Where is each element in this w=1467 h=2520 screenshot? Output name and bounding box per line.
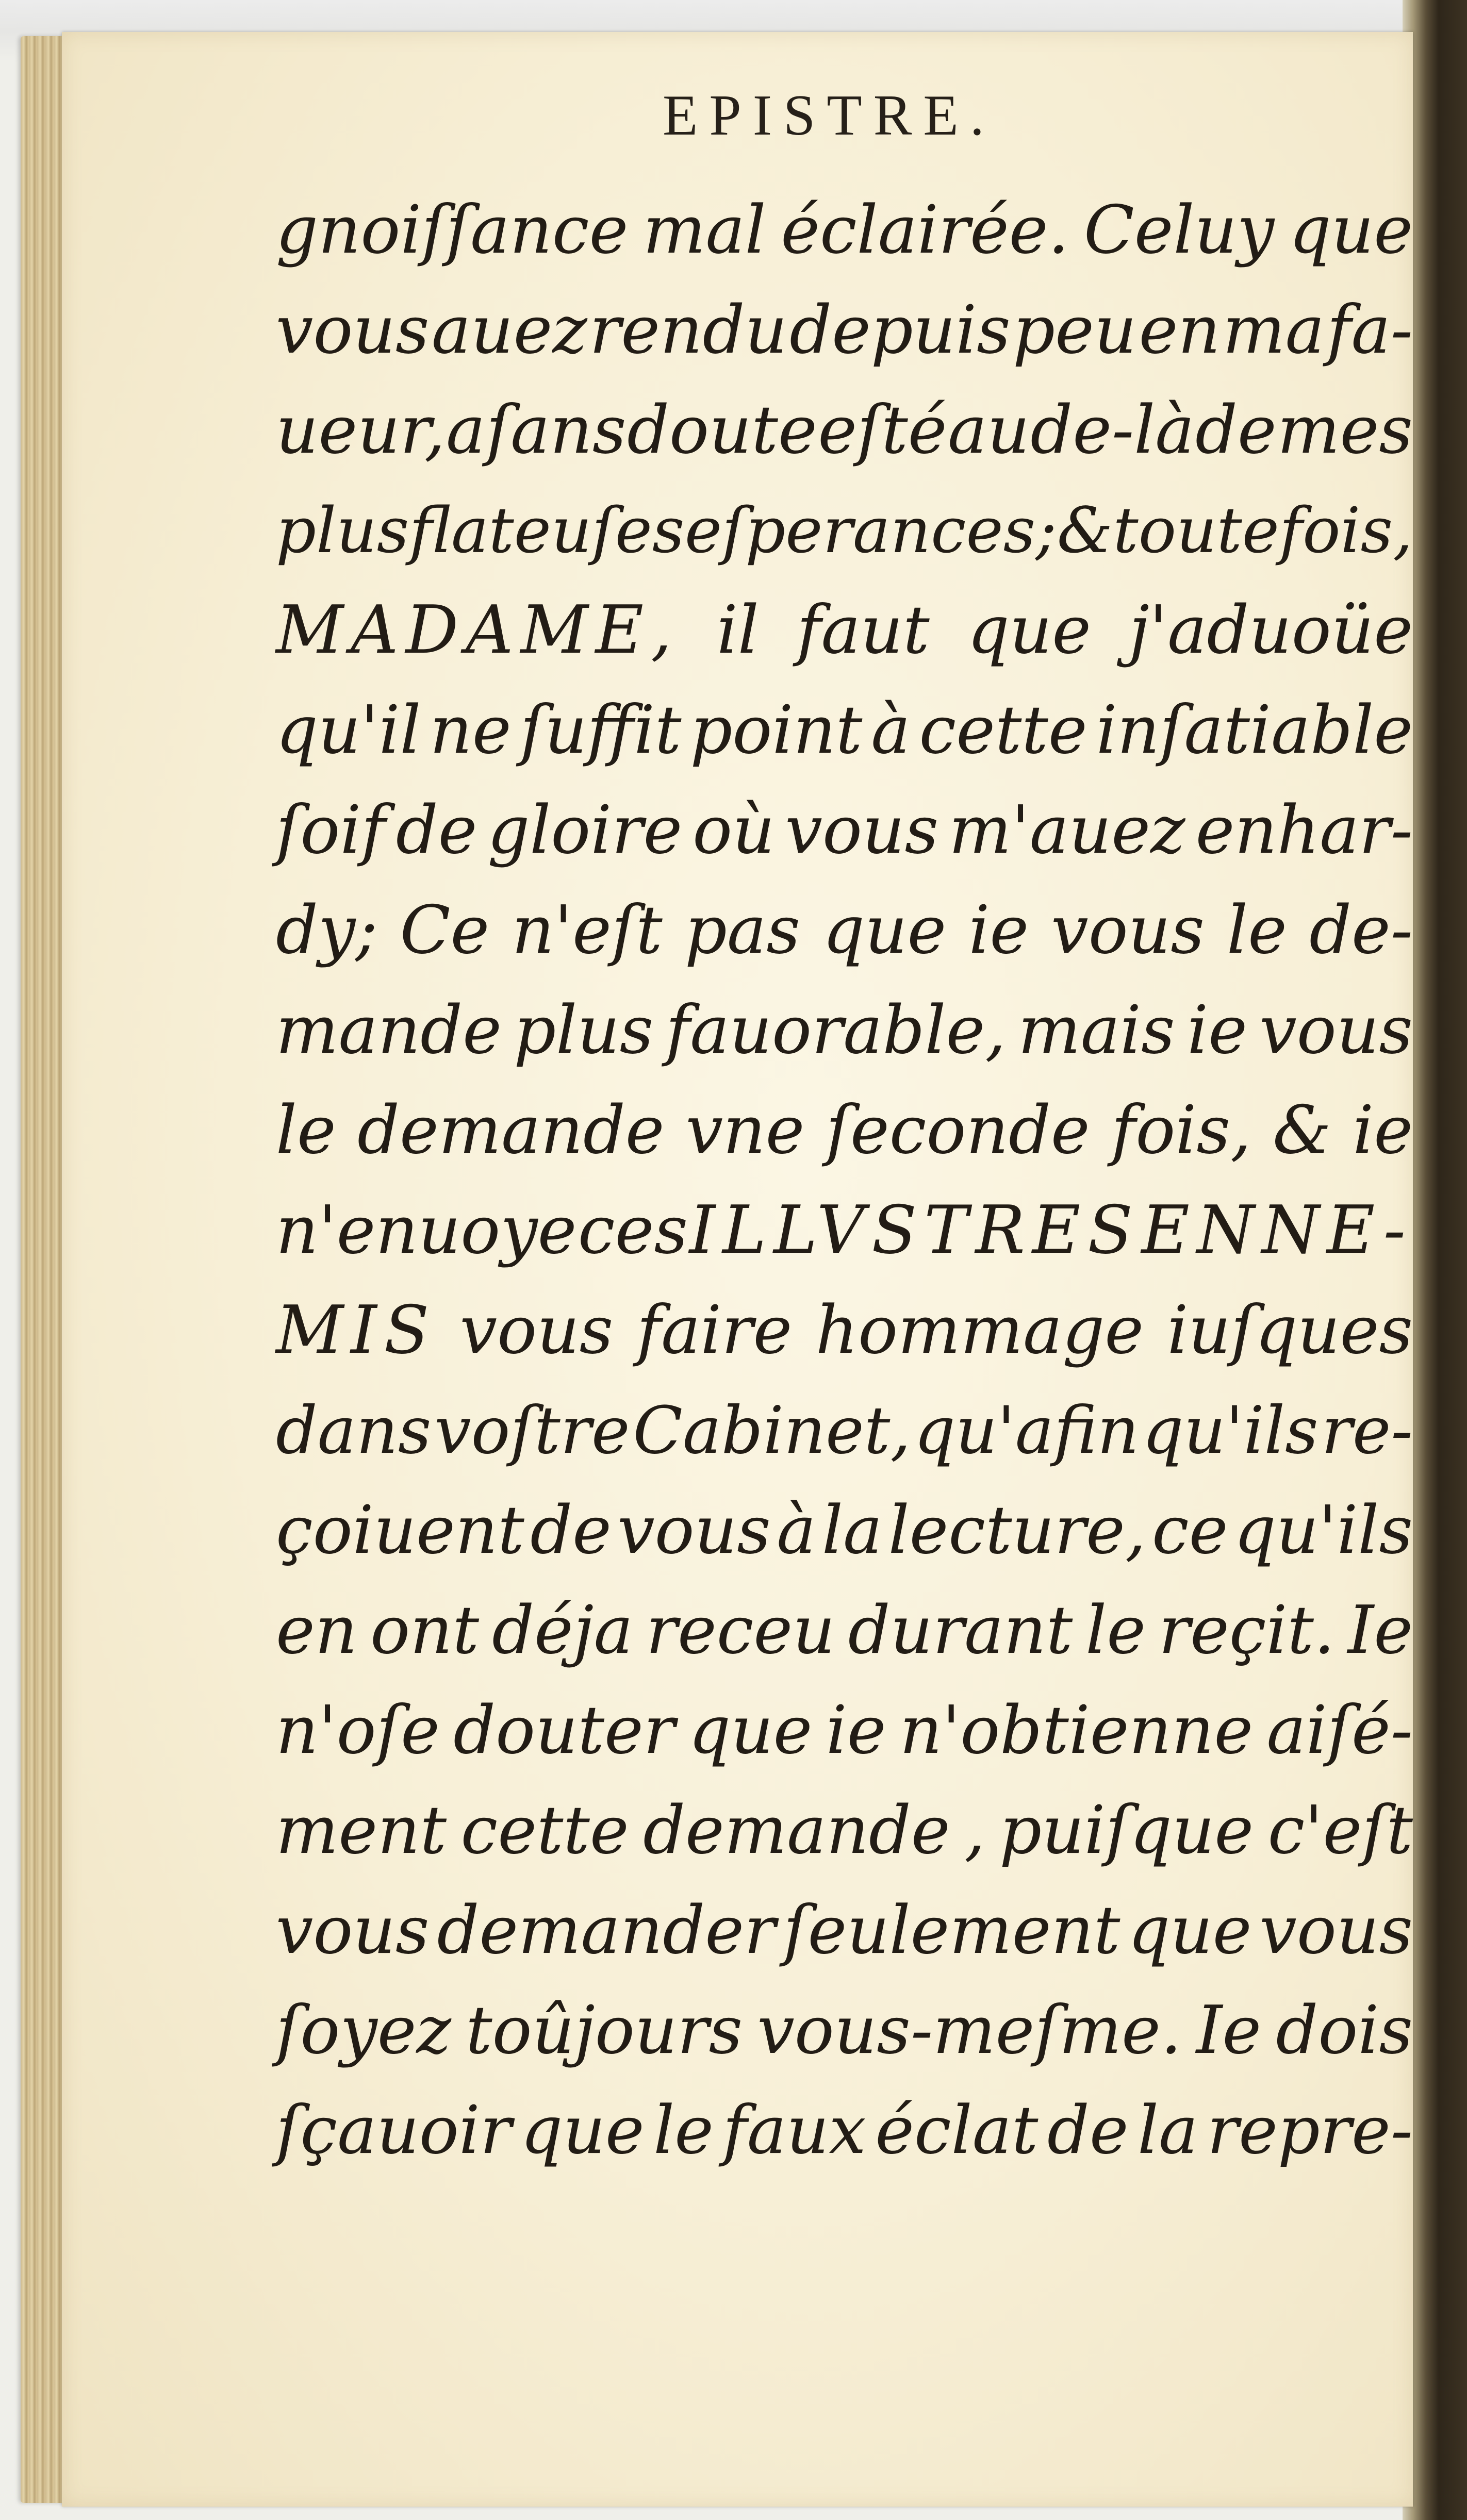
word: vous-meſme. <box>757 1992 1182 2069</box>
word: Celuy <box>1083 192 1275 269</box>
word: douter <box>453 1692 675 1769</box>
word: j'aduoüe <box>1129 592 1413 669</box>
word: c'eſt <box>1267 1792 1413 1869</box>
word: mal <box>642 192 766 269</box>
word: ces <box>578 1192 688 1269</box>
word: que <box>688 1692 813 1769</box>
word: n'obtienne <box>899 1692 1254 1769</box>
word: faire <box>636 1292 793 1369</box>
word: cette <box>460 1792 629 1869</box>
word: la <box>1138 2092 1198 2169</box>
word: de- <box>1309 892 1413 969</box>
word: ſoyez <box>276 1992 451 2069</box>
word: qu'ils <box>1233 1492 1413 1569</box>
word: Ie <box>1196 1992 1262 2069</box>
word: à <box>871 692 911 769</box>
word: ſeconde <box>826 1092 1090 1169</box>
word: ſoif <box>276 792 386 869</box>
word: iuſques <box>1167 1292 1413 1369</box>
word: voſtre <box>434 1392 630 1468</box>
text-line <box>276 280 1413 380</box>
word: qu'afin <box>914 1392 1140 1468</box>
word: Ie <box>1347 1592 1413 1669</box>
word: repre- <box>1207 2092 1413 2169</box>
text-line <box>276 1281 1413 1381</box>
word: n'enuoye <box>276 1192 577 1269</box>
word: ſeulement <box>783 1892 1120 1969</box>
word: pas <box>684 892 800 969</box>
word: flateuſes <box>409 494 685 567</box>
word: de <box>395 792 477 869</box>
word: demande <box>643 1792 950 1869</box>
word: point <box>690 692 863 769</box>
word: gloire <box>487 792 683 869</box>
word: doute <box>627 392 817 469</box>
word: vous <box>1259 1892 1413 1969</box>
word: fa- <box>1327 292 1413 369</box>
text-line <box>276 981 1413 1081</box>
word: de <box>1047 2092 1129 2169</box>
word: faux <box>722 2092 866 2169</box>
word: reçit. <box>1158 1592 1335 1669</box>
word: fauorable, <box>665 992 1006 1069</box>
word: vous <box>276 292 430 369</box>
word: Cabinet, <box>633 1392 911 1468</box>
word: auez <box>431 292 587 369</box>
word: que <box>822 892 947 969</box>
word: vne <box>685 1092 805 1169</box>
word: déja <box>492 1592 633 1669</box>
word: inſatiable <box>1096 692 1413 769</box>
word: plus <box>276 494 409 567</box>
text-line <box>276 881 1413 981</box>
text-line <box>276 2081 1413 2181</box>
word: puiſque <box>999 1792 1254 1869</box>
text-line <box>276 1381 1413 1481</box>
word: , <box>964 1792 985 1869</box>
word: enhar- <box>1195 792 1413 869</box>
text-line <box>276 1981 1413 2081</box>
word: la <box>822 1492 883 1569</box>
word: lecture, <box>888 1492 1146 1569</box>
word: ma <box>1223 292 1325 369</box>
word: a <box>446 392 486 469</box>
word: vous <box>459 1292 614 1369</box>
word: en <box>276 1592 358 1669</box>
text-line <box>276 1081 1413 1181</box>
word: le <box>1227 892 1287 969</box>
text-line <box>276 681 1413 781</box>
text-line <box>276 1681 1413 1781</box>
word: où <box>693 792 775 869</box>
word: re- <box>1321 1392 1413 1468</box>
word: ſuffit <box>520 692 682 769</box>
word: éclat <box>875 2092 1039 2169</box>
word: mes <box>1277 392 1413 469</box>
word: ie <box>968 892 1029 969</box>
word: & <box>1057 494 1113 567</box>
word: faut <box>797 592 930 669</box>
text-line <box>276 380 1413 480</box>
text-line <box>276 1581 1413 1681</box>
word: toutefois, <box>1113 494 1413 567</box>
word: gnoiſſance <box>276 192 629 269</box>
word: demande <box>357 1092 665 1169</box>
word: le <box>653 2092 714 2169</box>
text-line <box>276 480 1413 581</box>
word: cette <box>919 692 1087 769</box>
word: MIS <box>276 1292 437 1369</box>
word: qu'ils <box>1142 1392 1318 1468</box>
word: dois <box>1276 1992 1413 2069</box>
word: ie <box>1187 992 1247 1069</box>
body-text <box>276 180 1413 2181</box>
word: & <box>1273 1092 1331 1169</box>
word: vous <box>1051 892 1205 969</box>
word: ſans <box>486 392 627 469</box>
word: durant <box>848 1592 1073 1669</box>
word: rendu <box>589 292 787 369</box>
word: que <box>967 592 1091 669</box>
word: dy; <box>276 892 378 969</box>
word: plus <box>514 992 654 1069</box>
word: Ce <box>400 892 490 969</box>
text-line <box>276 1881 1413 1981</box>
word: MADAME, <box>276 592 679 669</box>
word: éclairée. <box>781 192 1069 269</box>
text-line <box>276 1181 1413 1281</box>
word: que <box>1289 192 1413 269</box>
word: de <box>1195 392 1277 469</box>
word: que <box>1128 1892 1252 1969</box>
word: il <box>716 592 759 669</box>
word: ne <box>430 692 512 769</box>
word: de-là <box>1030 392 1195 469</box>
text-line <box>276 781 1413 881</box>
word: au <box>948 392 1030 469</box>
word: eſté <box>818 392 947 469</box>
text-line <box>276 1481 1413 1581</box>
word: ſçauoir <box>276 2092 512 2169</box>
text-line <box>276 180 1413 280</box>
running-head: EPISTRE. <box>663 84 996 147</box>
word: qu'il <box>276 692 421 769</box>
word: vous <box>785 792 939 869</box>
word: receu <box>646 1592 835 1669</box>
word: n'oſe <box>276 1692 440 1769</box>
word: hommage <box>815 1292 1144 1369</box>
word: ie <box>826 1692 886 1769</box>
word: fois, <box>1111 1092 1251 1169</box>
word: vous <box>276 1892 430 1969</box>
word: ont <box>370 1592 480 1669</box>
word: que <box>520 2092 645 2169</box>
word: eſperances; <box>684 494 1057 567</box>
word: à <box>777 1492 816 1569</box>
word: en <box>1139 292 1221 369</box>
word: n'eſt <box>512 892 663 969</box>
text-line <box>276 1781 1413 1881</box>
word: peu <box>1013 292 1137 369</box>
word: ce <box>1152 1492 1228 1569</box>
word: vous <box>617 1492 771 1569</box>
word: le <box>276 1092 336 1169</box>
word: ment <box>276 1792 447 1869</box>
word: ENNE- <box>1141 1192 1413 1269</box>
word: aiſé- <box>1266 1692 1413 1769</box>
word: toûjours <box>466 1992 743 2069</box>
word: ie <box>1353 1092 1413 1169</box>
word: mande <box>276 992 502 1069</box>
word: ueur, <box>276 392 446 469</box>
word: demander <box>437 1892 776 1969</box>
word: depuis <box>789 292 1011 369</box>
word: m'auez <box>949 792 1185 869</box>
word: le <box>1085 1592 1146 1669</box>
word: dans <box>276 1392 432 1468</box>
word: vous <box>1259 992 1413 1069</box>
word: de <box>530 1492 612 1569</box>
text-line <box>276 581 1413 681</box>
word: çoiuent <box>276 1492 524 1569</box>
word: ILLVSTRES <box>689 1192 1140 1269</box>
word: mais <box>1018 992 1175 1069</box>
